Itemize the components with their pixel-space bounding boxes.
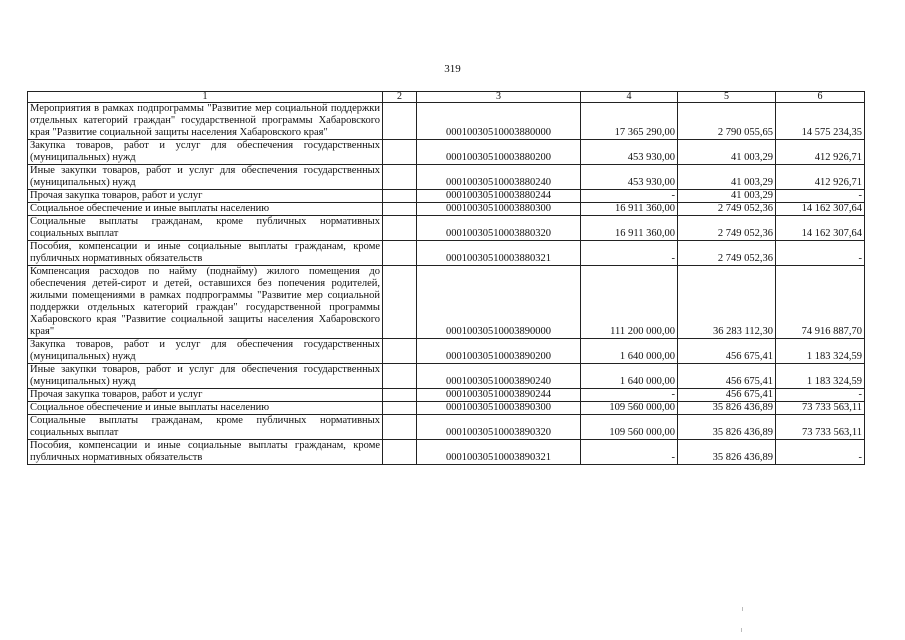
- row-executed: 2 749 052,36: [678, 203, 776, 216]
- row-remaining: -: [776, 241, 865, 266]
- row-code: 00010030510003880320: [417, 216, 581, 241]
- row-code: 00010030510003890321: [417, 440, 581, 465]
- row-name: Прочая закупка товаров, работ и услуг: [28, 389, 383, 402]
- row-approved: 109 560 000,00: [581, 415, 678, 440]
- column-header: 2: [383, 92, 417, 103]
- row-remaining: 74 916 887,70: [776, 266, 865, 339]
- row-approved: 1 640 000,00: [581, 339, 678, 364]
- row-name: Иные закупки товаров, работ и услуг для обеспечения государственных (муниципальных) нужд: [28, 165, 383, 190]
- row-approved: 111 200 000,00: [581, 266, 678, 339]
- row-name: Социальные выплаты гражданам, кроме публичных нормативных социальных выплат: [28, 415, 383, 440]
- row-approved: -: [581, 190, 678, 203]
- scan-speck: [742, 607, 743, 611]
- row-remaining: 412 926,71: [776, 140, 865, 165]
- row-executed: 2 790 055,65: [678, 103, 776, 140]
- row-approved: -: [581, 241, 678, 266]
- row-remaining: 412 926,71: [776, 165, 865, 190]
- row-executed: 41 003,29: [678, 140, 776, 165]
- row-remaining: 14 575 234,35: [776, 103, 865, 140]
- row-executed: 456 675,41: [678, 364, 776, 389]
- table-row: [28, 103, 865, 140]
- row-approved: -: [581, 440, 678, 465]
- row-code: 00010030510003880244: [417, 190, 581, 203]
- row-col2: [383, 203, 417, 216]
- row-col2: [383, 339, 417, 364]
- row-approved: 109 560 000,00: [581, 402, 678, 415]
- column-header: 3: [417, 92, 581, 103]
- row-executed: 456 675,41: [678, 339, 776, 364]
- row-name: Пособия, компенсации и иные социальные выплаты гражданам, кроме публичных нормативных обязательств: [28, 241, 383, 266]
- row-executed: 2 749 052,36: [678, 216, 776, 241]
- header-row: [28, 92, 865, 103]
- row-col2: [383, 216, 417, 241]
- row-code: 00010030510003880200: [417, 140, 581, 165]
- row-executed: 35 826 436,89: [678, 440, 776, 465]
- table-row: [28, 241, 865, 266]
- row-col2: [383, 440, 417, 465]
- row-name: Социальное обеспечение и иные выплаты населению: [28, 203, 383, 216]
- row-executed: 35 826 436,89: [678, 415, 776, 440]
- row-executed: 35 826 436,89: [678, 402, 776, 415]
- row-code: 00010030510003880321: [417, 241, 581, 266]
- table-row: [28, 216, 865, 241]
- table-row: [28, 415, 865, 440]
- row-col2: [383, 415, 417, 440]
- row-name: Пособия, компенсации и иные социальные выплаты гражданам, кроме публичных нормативных обязательств: [28, 440, 383, 465]
- column-header: 4: [581, 92, 678, 103]
- row-name: Иные закупки товаров, работ и услуг для обеспечения государственных (муниципальных) нужд: [28, 364, 383, 389]
- row-executed: 2 749 052,36: [678, 241, 776, 266]
- table-row: [28, 190, 865, 203]
- row-col2: [383, 389, 417, 402]
- row-col2: [383, 266, 417, 339]
- row-code: 00010030510003890244: [417, 389, 581, 402]
- row-col2: [383, 190, 417, 203]
- row-remaining: -: [776, 440, 865, 465]
- row-approved: 453 930,00: [581, 140, 678, 165]
- column-header: 5: [678, 92, 776, 103]
- page-number: 319: [444, 63, 461, 75]
- row-approved: 453 930,00: [581, 165, 678, 190]
- table-row: [28, 266, 865, 339]
- row-remaining: 14 162 307,64: [776, 216, 865, 241]
- row-name: Закупка товаров, работ и услуг для обеспечения государственных (муниципальных) нужд: [28, 339, 383, 364]
- row-name: Социальные выплаты гражданам, кроме публичных нормативных социальных выплат: [28, 216, 383, 241]
- row-remaining: -: [776, 389, 865, 402]
- column-header: 6: [776, 92, 865, 103]
- row-name: Мероприятия в рамках подпрограммы "Развитие мер социальной поддержки отдельных категорий граждан" государственной программы Хабаровского края "Развитие социальной защиты населения Хабаровского края": [28, 103, 383, 140]
- row-col2: [383, 241, 417, 266]
- row-col2: [383, 402, 417, 415]
- table-row: [28, 203, 865, 216]
- table-row: [28, 402, 865, 415]
- row-approved: -: [581, 389, 678, 402]
- row-col2: [383, 364, 417, 389]
- row-name: Прочая закупка товаров, работ и услуг: [28, 190, 383, 203]
- row-remaining: 1 183 324,59: [776, 339, 865, 364]
- table-row: [28, 140, 865, 165]
- row-col2: [383, 103, 417, 140]
- row-code: 00010030510003890000: [417, 266, 581, 339]
- row-code: 00010030510003890320: [417, 415, 581, 440]
- table-row: [28, 339, 865, 364]
- row-col2: [383, 140, 417, 165]
- row-col2: [383, 165, 417, 190]
- row-approved: 16 911 360,00: [581, 203, 678, 216]
- row-remaining: 14 162 307,64: [776, 203, 865, 216]
- row-name: Социальное обеспечение и иные выплаты населению: [28, 402, 383, 415]
- budget-table: [27, 91, 865, 465]
- row-code: 00010030510003880300: [417, 203, 581, 216]
- row-approved: 17 365 290,00: [581, 103, 678, 140]
- row-approved: 16 911 360,00: [581, 216, 678, 241]
- row-remaining: -: [776, 190, 865, 203]
- row-executed: 456 675,41: [678, 389, 776, 402]
- column-header: 1: [28, 92, 383, 103]
- row-executed: 41 003,29: [678, 165, 776, 190]
- table-row: [28, 389, 865, 402]
- table-row: [28, 364, 865, 389]
- table-row: [28, 165, 865, 190]
- row-remaining: 73 733 563,11: [776, 415, 865, 440]
- row-code: 00010030510003890200: [417, 339, 581, 364]
- row-name: Закупка товаров, работ и услуг для обеспечения государственных (муниципальных) нужд: [28, 140, 383, 165]
- row-code: 00010030510003890300: [417, 402, 581, 415]
- row-code: 00010030510003880000: [417, 103, 581, 140]
- row-code: 00010030510003890240: [417, 364, 581, 389]
- row-code: 00010030510003880240: [417, 165, 581, 190]
- scan-speck: [741, 628, 742, 632]
- table-row: [28, 440, 865, 465]
- row-executed: 36 283 112,30: [678, 266, 776, 339]
- row-remaining: 73 733 563,11: [776, 402, 865, 415]
- row-approved: 1 640 000,00: [581, 364, 678, 389]
- row-name: Компенсация расходов по найму (поднайму) жилого помещения до обеспечения детей-сирот и детей, оставшихся без попечения родителей, жилыми помещениями в рамках подпрограммы "Развитие мер социальной поддержки отдельных категорий граждан" государственной программы Хабаровского края "Развитие социальной защиты населения Хабаровского края": [28, 266, 383, 339]
- row-remaining: 1 183 324,59: [776, 364, 865, 389]
- row-executed: 41 003,29: [678, 190, 776, 203]
